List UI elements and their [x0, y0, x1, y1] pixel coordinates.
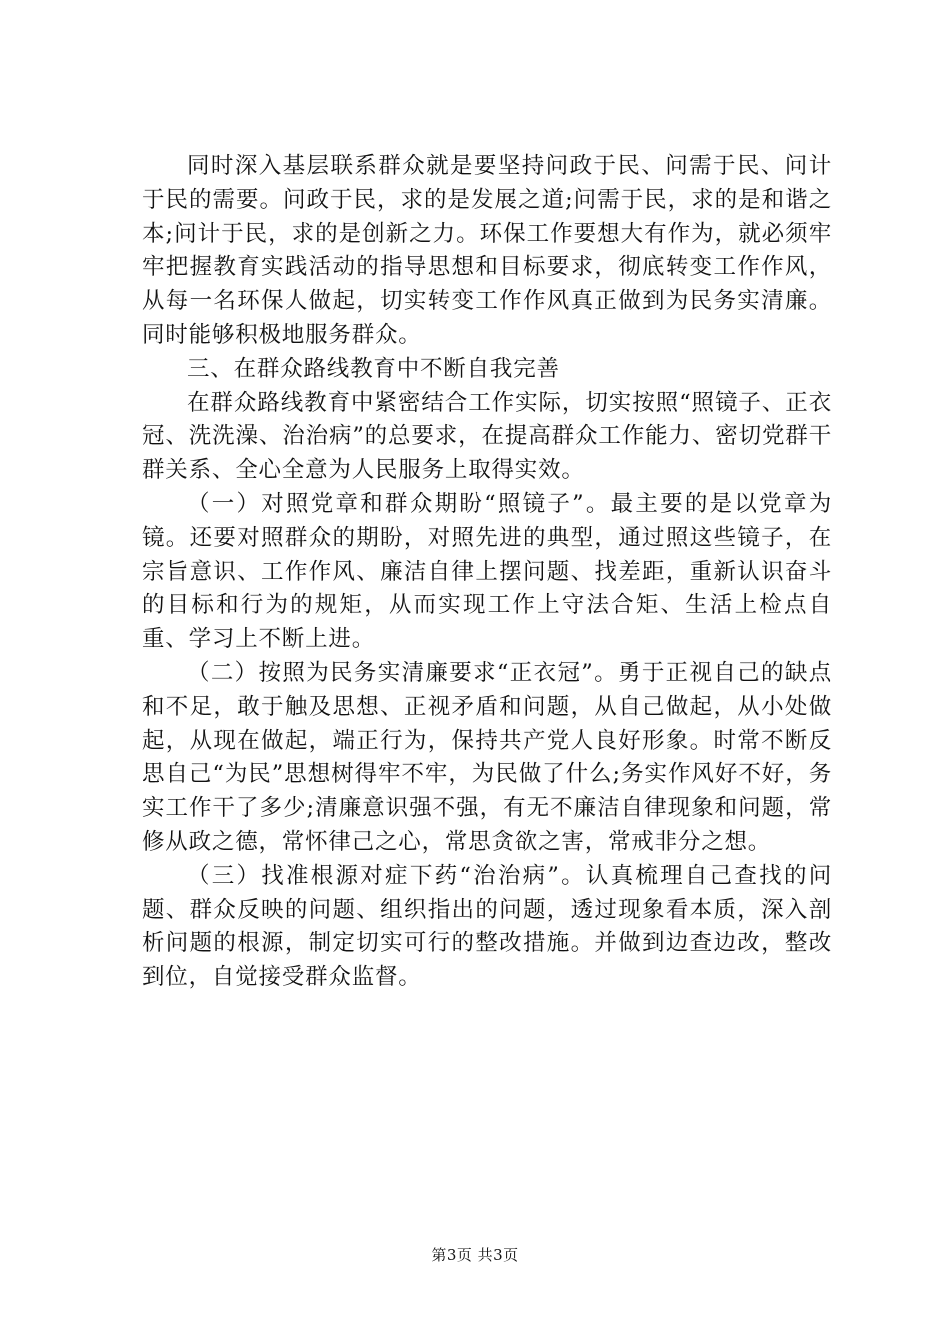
- section-heading: 三、在群众路线教育中不断自我完善: [187, 355, 560, 382]
- paragraph-item-1: （一）对照党章和群众期盼“照镜子”。最主要的是以党章为镜。还要对照群众的期盼，对照先进的典型，通过照这些镜子，在宗旨意识、工作作风、廉洁自律上摆问题、找差距，重新认识奋斗的目标和行为的规矩，从而实现工作上守法合矩、生活上检点自重、学习上不断上进。: [142, 490, 832, 653]
- document-body: [142, 150, 832, 995]
- paragraph-item-3: （三）找准根源对症下药“治治病”。认真梳理自己查找的问题、群众反映的问题、组织指出的问题，透过现象看本质，深入剖析问题的根源，制定切实可行的整改措施。并做到边查边改，整改到位，自觉接受群众监督。: [142, 862, 832, 991]
- page-footer: 第3页 共3页: [431, 1246, 519, 1264]
- paragraph-section-intro: 在群众路线教育中紧密结合工作实际，切实按照“照镜子、正衣冠、洗洗澡、治治病”的总要求，在提高群众工作能力、密切党群干群关系、全心全意为人民服务上取得实效。: [142, 389, 832, 484]
- paragraph-item-2: （二）按照为民务实清廉要求“正衣冠”。勇于正视自己的缺点和不足，敢于触及思想、正视矛盾和问题，从自己做起，从小处做起，从现在做起，端正行为，保持共产党人良好形象。时常不断反思自己“为民”思想树得牢不牢，为民做了什么;务实作风好不好，务实工作干了多少;清廉意识强不强，有无不廉洁自律现象和问题，常修从政之德，常怀律己之心，常思贪欲之害，常戒非分之想。: [142, 659, 832, 855]
- paragraph-intro: 同时深入基层联系群众就是要坚持问政于民、问需于民、问计于民的需要。问政于民，求的是发展之道;问需于民，求的是和谐之本;问计于民，求的是创新之力。环保工作要想大有作为，就必须牢牢把握教育实践活动的指导思想和目标要求，彻底转变工作作风，从每一名环保人做起，切实转变工作作风真正做到为民务实清廉。同时能够积极地服务群众。: [142, 153, 832, 348]
